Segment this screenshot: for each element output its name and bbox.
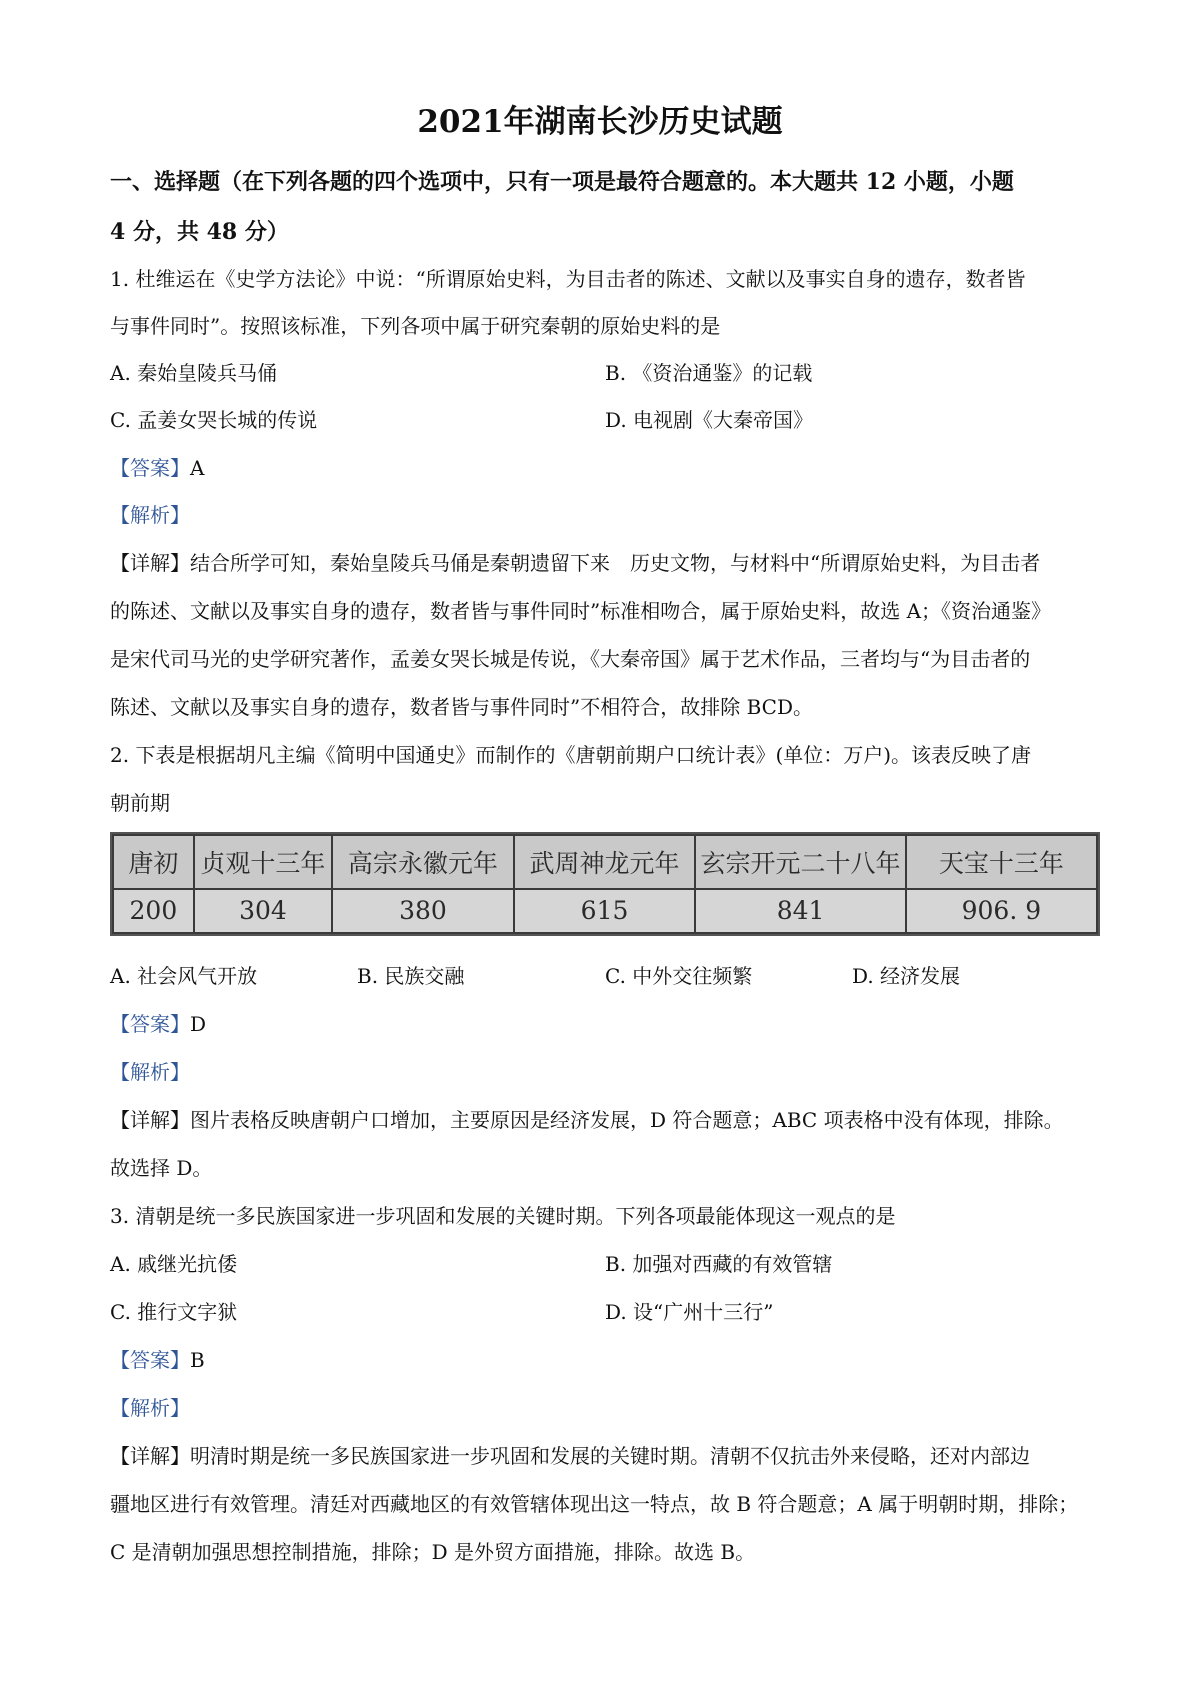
option-b: B. 《资治通鉴》的记载 xyxy=(605,361,813,385)
option-d: D. 经济发展 xyxy=(852,964,961,988)
option-a: A. 秦始皇陵兵马俑 xyxy=(110,361,278,385)
analysis-label: 【解析】 xyxy=(110,1060,190,1084)
table-header-cell: 天宝十三年 xyxy=(906,835,1097,889)
table-row xyxy=(113,889,1097,933)
answer-value: D xyxy=(190,1012,207,1036)
table-header-cell: 玄宗开元二十八年 xyxy=(695,835,905,889)
analysis-label: 【解析】 xyxy=(110,1396,190,1420)
option-d: D. 设“广州十三行” xyxy=(605,1300,774,1324)
question-stem-line: 3. 清朝是统一多民族国家进一步巩固和发展的关键时期。下列各项最能体现这一观点的是 xyxy=(110,1204,896,1228)
page-title: 2021年湖南长沙历史试题 xyxy=(417,104,783,140)
option-c: C. 中外交往频繁 xyxy=(605,964,753,988)
table-cell: 200 xyxy=(113,889,194,933)
detail-line xyxy=(110,1440,1030,1469)
detail-label: 【详解】 xyxy=(110,551,190,575)
table-cell: 906. 9 xyxy=(906,889,1097,933)
table-header-cell: 高宗永徽元年 xyxy=(332,835,514,889)
detail-line xyxy=(110,1104,1064,1133)
option-c: C. 孟姜女哭长城的传说 xyxy=(110,408,318,432)
option-a: A. 社会风气开放 xyxy=(110,964,258,988)
option-b: B. 加强对西藏的有效管辖 xyxy=(605,1252,833,1276)
answer-line xyxy=(110,1344,205,1373)
answer-line xyxy=(110,452,204,481)
question-stem-line: 与事件同时”。按照该标准，下列各项中属于研究秦朝的原始史料的是 xyxy=(110,314,721,338)
option-d: D. 电视剧《大秦帝国》 xyxy=(605,408,814,432)
answer-label: 【答案】 xyxy=(110,1012,190,1036)
answer-label: 【答案】 xyxy=(110,1348,190,1372)
detail-text: 结合所学可知，秦始皇陵兵马俑是秦朝遗留下来 历史文物，与材料中“所谓原始史料，为目击者 xyxy=(190,551,1041,575)
answer-line xyxy=(110,1008,206,1037)
table-header-cell: 唐初 xyxy=(113,835,194,889)
analysis-label: 【解析】 xyxy=(110,503,190,527)
answer-value: A xyxy=(190,456,205,480)
table-cell: 615 xyxy=(514,889,696,933)
question-stem-line: 朝前期 xyxy=(110,791,170,815)
detail-text: 明清时期是统一多民族国家进一步巩固和发展的关键时期。清朝不仅抗击外来侵略，还对内部边 xyxy=(190,1444,1030,1468)
detail-line: 故选择 D。 xyxy=(110,1156,213,1180)
section-heading-line2: 4 分，共 48 分） xyxy=(110,219,289,245)
detail-line: 疆地区进行有效管理。清廷对西藏地区的有效管辖体现出这一特点，故 B 符合题意；A 属于明朝时期，排除； xyxy=(110,1492,1079,1516)
detail-line: 陈述、文献以及事实自身的遗存，数者皆与事件同时”不相符合，故排除 BCD。 xyxy=(110,695,813,719)
detail-line: 是宋代司马光的史学研究著作，孟姜女哭长城是传说，《大秦帝国》属于艺术作品，三者均与“为目击者的 xyxy=(110,647,1031,671)
table-header-cell: 贞观十三年 xyxy=(194,835,332,889)
table-cell: 841 xyxy=(695,889,905,933)
section-heading-line1: 一、选择题（在下列各题的四个选项中，只有一项是最符合题意的。本大题共 12 小题，小题 xyxy=(110,169,1014,195)
detail-label: 【详解】 xyxy=(110,1444,190,1468)
option-b: B. 民族交融 xyxy=(357,964,465,988)
table-cell: 380 xyxy=(332,889,514,933)
table-cell: 304 xyxy=(194,889,332,933)
table-header-row xyxy=(113,835,1097,889)
option-a: A. 戚继光抗倭 xyxy=(110,1252,238,1276)
detail-line xyxy=(110,547,1040,576)
option-c: C. 推行文字狱 xyxy=(110,1300,238,1324)
question-stem-line: 1. 杜维运在《史学方法论》中说：“所谓原始史料，为目击者的陈述、文献以及事实自身的遗存，数者皆 xyxy=(110,267,1026,291)
detail-label: 【详解】 xyxy=(110,1108,190,1132)
detail-line: 的陈述、文献以及事实自身的遗存，数者皆与事件同时”标准相吻合，属于原始史料，故选 A；《资治通鉴》 xyxy=(110,599,1052,623)
question-stem-line: 2. 下表是根据胡凡主编《简明中国通史》而制作的《唐朝前期户口统计表》(单位：万户)。该表反映了唐 xyxy=(110,743,1032,767)
detail-text: 图片表格反映唐朝户口增加，主要原因是经济发展，D 符合题意；ABC 项表格中没有体现，排除。 xyxy=(190,1108,1064,1132)
detail-line: C 是清朝加强思想控制措施，排除；D 是外贸方面措施，排除。故选 B。 xyxy=(110,1540,756,1564)
answer-value: B xyxy=(190,1348,205,1372)
answer-label: 【答案】 xyxy=(110,456,190,480)
table-header-cell: 武周神龙元年 xyxy=(514,835,696,889)
household-statistics-table xyxy=(110,832,1100,936)
